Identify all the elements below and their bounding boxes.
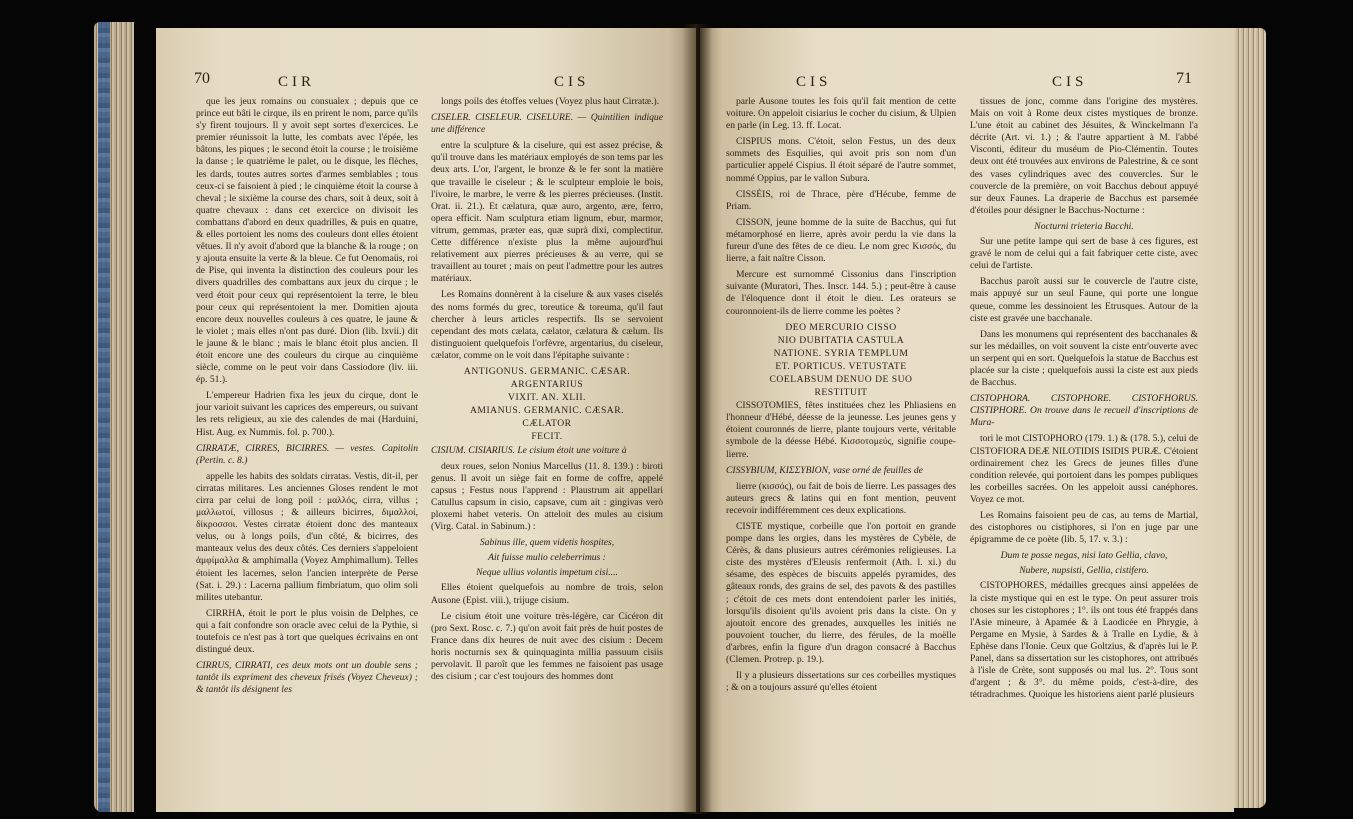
paragraph: Il y a plusieurs dissertations sur ces corbeilles mystiques ; & on a toujours assuré qu'elles étoient (726, 670, 956, 694)
left-running-head-2: CIS (554, 74, 590, 90)
cissybium-intro: vase orné de feuilles de (832, 464, 923, 476)
inscription-line: NATIONE. SYRIA TEMPLUM (773, 347, 909, 359)
paragraph: entre la sculpture & la ciselure, qui est assez précise, & qu'il trouve dans les matériaux employés de son tems par les deux arts. L'or, l'argent, le bronze & le fer sont la matière que travaille le ciseleur ; & le sculpteur emploie le bois, l'ivoire, le marbre, le verre & les pierres précieuses. (Instit. Orat. ii. 21.). Et cælatura, quæ auro, argento, ære, ferro, opera efficit. Nam sculptura etiam lignum, ebur, marmor, vitrum, gemmas, præter eas, quæ suprà dixi, complectitur. Cette différence n'existe plus la même aujourd'hui relativement aux pierres précieuses & au verre, qui se travaillent au touret ; mais on peut l'admettre pour les autres matériaux. (431, 140, 663, 285)
left-page-number: 70 (194, 70, 210, 87)
paragraph: CISSON, jeune homme de la suite de Bacchus, qui fut métamorphosé en lierre, après avoir perdu la vie dans la fureur d'une des fêtes de ce dieu. Le nom grec Κισσός, du lierre, a fait naître Cisson. (726, 216, 956, 265)
cirrus-heading: CIRRUS, CIRRATI, (196, 660, 273, 672)
inscription-line: FECIT. (531, 431, 563, 443)
blue-edge (98, 22, 110, 812)
paragraph: CISSOTOMIES, fêtes instituées chez les Phliasiens en l'honneur d'Hébé, déesse de la jeunesse. Les jeunes gens y étoient couronnés de lierre, plante toujours verte, véritable symbole de la déesse Hébé. Κισσοτομεύς, signifie coupe-lierre. (726, 400, 956, 460)
paragraph: Sur une petite lampe qui sert de base à ces figures, est gravé le nom de celui qui a fait fabriquer cette ciste, avec celui de l'artiste. (970, 236, 1198, 272)
paragraph: parle Ausone toutes les fois qu'il fait mention de cette voiture. On appeloit cisiarius le cocher du cisium, & Ulpien en parle (in Leg. 13. ff. Locat. (726, 96, 956, 132)
verse-line: Nubere, nupsisti, Gellia, cistifero. (1019, 565, 1149, 577)
paragraph: que les jeux romains ou consualex ; depuis que ce prince eut bâti le cirque, ils en prirent le nom, parce qu'ils s'y firent toujours. Il y avoit sept sortes d'exercices. Le premier réunissoit la lutte, les combats avec l'épée, les bâtons, les piques ; le second étoit la course ; le troisième la danse ; le quatrième le palet, ou le disque, les flèches, les dards, toutes autres sortes d'armes semblables ; tous ceux-ci se faisoient à pied ; le cinquième étoit la course à cheval ; le sixième la course des chars, soit à deux, soit à quatre chevaux : dans cet exercice on divisoit les combattans d'abord en deux quadrilles, & puis en quatre, & elles portoient les noms des couleurs dont elles étoient vêtues. Il n'y avoit d'abord que la blanche & la rouge ; on y ajouta ensuite la verte & la bleue. Ce fut Oenomaüs, roi de Pise, qui inventa la distinction des couleurs pour les divers quadrilles des combattans aux jeux du cirque ; le verd étoit pour ceux qui représentoient la terre, le bleu pour ceux qui représentoient la mer. Domitien ajouta encore deux nouvelles couleurs à ces quatre, le jaune & le violet ; mais elles n'ont pas duré. Dion (lib. lxvii.) dit le jaune & le blanc ; mais le blanc étoit plus ancien. Il étoit encore une des couleurs du cirque au cinquième siècle, comme on le peut voir dans Cassiodore (liv. iii. ép. 51.). (196, 96, 418, 386)
entry-heading (970, 393, 1198, 429)
entry-heading: CISELER. CISELEUR. CISELURE. — Quintilien indique une différence (431, 112, 663, 136)
inscription-line: COELABSUM DENUO DE SUO (769, 373, 913, 385)
paragraph: CIRRHA, étoit le port le plus voisin de Delphes, ce qui a fait confondre son oracle avec celui de la Pythie, si toutefois ce n'est pas à tort que quelques écrivains en ont distingué deux. (196, 607, 418, 656)
paragraph: CISPIUS mons. C'étoit, selon Festus, un des deux sommets des Esquilies, qui avoit pris son nom d'un particulier appelé Cispius. Il étoit séparé de l'autre sommet, nommé Oppius, par le vallon Subura. (726, 136, 956, 184)
paragraph: Les Romains faisoient peu de cas, au tems de Martial, des cistophores ou cistiphores, si l'on en juge par une épigramme de ce poète (lib. 5, 17. v. 3.) : (970, 510, 1198, 546)
paragraph: Les Romains donnèrent à la ciselure & aux vases ciselés des noms formés du grec, toreutice & toreuma, qu'il faut chercher à leurs articles respectifs. Ils se servoient cependant des mots cælata, cælator, cælatura & cælum. Ils distinguoient quelquefois l'orfèvre, argentarius, du ciseleur, cælator, comme on le voit dans l'épitaphe suivante : (431, 289, 663, 361)
inscription-line: NIO DUBITATIA CASTULA (777, 334, 905, 346)
cirrus-text: ces deux mots ont un double sens ; tantôt ils expriment des cheveux frisés (Voyez Cheveux) ; & tantôt ils désignent les (196, 660, 418, 696)
right-page (700, 28, 1234, 812)
entry-heading (431, 445, 663, 457)
inscription-line: VIXIT. AN. XLII. (508, 392, 586, 404)
paragraph: L'empereur Hadrien fixa les jeux du cirque, dont le jour varioit suivant les caprices des empereurs, ou suivant les rets religieux, au xie des calendes de mai (Harduini, Hist. Aug. ex Nummis. fol. p. 700.). (196, 390, 418, 438)
right-column-1 (726, 96, 956, 698)
paragraph: Le cisium étoit une voiture très-légère, car Cicéron dit (pro Sext. Rosc. c. 7.) qu'on avoit fait près de huit postes de France dans dix heures de nuit avec des cisium : Decem horis nocturnis sex & quinquaginta millia passuum cisiis pervolavit. Il paroît que les femmes ne faisoient pas usage des cisium ; car c'est toujours des hommes dont (431, 610, 663, 683)
cisium-intro: Le cisium étoit une voiture à (517, 444, 627, 456)
paragraph: Mercure est surnommé Cissonius dans l'inscription suivante (Muratori, Thes. Inscr. 144. 5.) ; peut-être à cause de l'éloquence dont il étoit le dieu. Les orateurs se couronnoient-ils de lierre comme les poètes ? (726, 269, 956, 317)
paragraph: deux roues, selon Nonius Marcellus (11. 8. 139.) : birotì genus. Il avoit un siège fait en forme de coffre, appelé capsus ; Festus nous l'apprend : Plaustrum ait appellari Catullus capsum in cisio, capsave, cum ait : gingivas verò ploxemi habet veteris. On atteloit des mules au cisium (Virg. Catal. in Sabinum.) : (431, 460, 663, 533)
inscription-line: RESTITUIT (814, 387, 868, 399)
entry-heading (726, 465, 956, 477)
paragraph: lierre (κισσός), ou fait de bois de lierre. Les passages des auteurs grecs & latins qui en font mention, peuvent recevoir indifféremment ces deux explications. (726, 480, 956, 516)
entry-heading (196, 660, 418, 696)
paragraph: CISSÉIS, roi de Thrace, père d'Hécube, femme de Priam. (726, 188, 956, 212)
cirratae-ref: vestes. Capitolin (Pertin. c. 8.) (196, 442, 419, 466)
inscription-line: ET. PORTICUS. VETUSTATE (775, 360, 907, 372)
left-running-head: CIR (278, 74, 316, 90)
paragraph: tissues de jonc, comme dans l'origine des mystères. Mais on voit à Rome deux cistes mystiques de bronze. L'une étoit au cabinet des Jésuites, & Winckelmann l'a décrite (Art. vi. 1.) ; & l'autre appartient à M. l'abbé Visconti, éditeur du muséum de Pio-Clémentin. Toutes deux ont été trouvées aux environs de Palestrine, & ce sont des vases cylindriques avec des couvercles. Sur le couvercle de la première, on voit Bacchus debout appuyé sur deux Faunes. La draperie de Bacchus est parsemée d'étoiles pour désigner le Bacchus-Nocturne : (970, 96, 1198, 216)
inscription-line: ARGENTARIUS (510, 379, 584, 391)
paragraph: longs poils des étoffes velues (Voyez plus haut Cirratæ.). (441, 96, 660, 107)
paragraph: Bacchus paroît aussi sur le couvercle de l'autre ciste, mais appuyé sur un seul Faune, qui porte une longue queue, comme les dessinoient les Etrusques. Autour de la ciste est gravée une bacchanale. (970, 276, 1198, 324)
right-page-number: 71 (1176, 70, 1192, 87)
verse-line: Sabinus ille, quem videtis hospites, (479, 537, 615, 549)
right-running-head: CIS (1052, 74, 1088, 90)
left-page-edges (94, 22, 134, 812)
left-page (156, 28, 696, 812)
inscription-line: ANTIGONUS. GERMANIC. CÆSAR. (463, 365, 631, 377)
paragraph: Elles étoient quelquefois au nombre de trois, selon Ausone (Epist. viii.), trijuge cisium. (431, 582, 663, 606)
left-column-2 (431, 96, 663, 687)
inscription-line: DEO MERCURIO CISSO (785, 321, 897, 333)
cistophora-note: On trouve dans le recueil d'inscriptions de Mura- (970, 405, 1198, 429)
paragraph: Dans les monumens qui représentent des bacchanales & sur les médailles, on voit souvent la ciste entr'ouverte avec un serpent qui en sort. Quelquefois la statue de Bacchus est placée sur la ciste ; quelquefois aussi la ciste est aux pieds de Bacchus. (970, 328, 1198, 389)
book-gutter (682, 24, 712, 814)
entry-heading: CIRRATÆ, CIRRES, BICIRRES. — vestes. Capitolin (Pertin. c. 8.) (196, 442, 419, 466)
paragraph: tori le mot CISTOPHORO (179. 1.) & (178. 5.), celui de CISTOFIORA DEÆ NILOTIDIS ISIDIS PURÆ. C'étoient ordinairement chez les Grecs de jeunes filles d'une condition relevée, qui portoient dans les pompes publiques les corbeilles sacrées. On les appeloit aussi canéphores. Voyez ce mot. (970, 433, 1198, 505)
ciseler-note: Quintilien indique une différence (431, 112, 663, 136)
right-running-head-1: CIS (796, 74, 832, 90)
left-column-1 (196, 96, 418, 701)
ciseler-heading: CISELER. CISELEUR. CISELURE. (431, 112, 574, 124)
inscription-line: AMIANUS. GERMANIC. CÆSAR. (469, 405, 625, 417)
paragraph: appelle les habits des soldats cirratas. Vestis, dit-il, per cirratas militares. Les anciennes Gloses rendent le mot cirra par celui de long poil : μαλλός, cirra, villus ; μαλλωτοί, villosus ; & ailleurs bicirres, διμαλλοί, δίκροσσοι. Vestes cirratæ étoient donc des manteaux velus, ou à longs poils, d'un côté, & bicirres, des manteaux velus des deux côtés. Ces derniers s'appeloient ἀμφίμαλλα & amphimalla (Voyez Amphimallum). Telles étoient les lacernes, selon l'ancien interprète de Perse (Sat. i. 29.) : Lacerna pallium fimbriatum, quo olim soli milites utebantur. (196, 470, 418, 603)
verse-line: Neque ullius volantis impetum cisi.... (476, 567, 618, 579)
cisium-heading: CISIUM. CISIARIUS. (431, 444, 515, 456)
cirratae-heading: CIRRATÆ, CIRRES, BICIRRES. (196, 442, 330, 454)
verse-line: Ait fuisse mulio celeberrimus : (488, 552, 606, 564)
cissybium-heading: CISSYBIUM, ΚΙΣΣΥΒΙΟΝ, (726, 464, 831, 476)
cistophora-heading: CISTOPHORA. CISTOPHORE. CISTOFHORUS. CISTIPHORE. (970, 393, 1198, 417)
right-column-2 (970, 96, 1198, 705)
motto: Nocturni trieteria Bacchi. (1034, 220, 1134, 232)
inscription-line: CÆLATOR (522, 418, 572, 430)
paragraph: CISTOPHORES, médailles grecques ainsi appelées de la ciste mystique qui en est le type. On peut assurer trois choses sur les cistophores ; 1°. ils ont tous été frappés dans l'Asie mineure, à Apamée & à Laodicée en Phrygie, à Pergame en Mysie, à Sardes & à Tralle en Lydie, & à Ephèse dans l'Ionie. Ceux que Goltzius, & d'après lui le P. Panel, dans sa dissertation sur les cistophores, ont attribués à l'isle de Crète, sont supposés ou mal lus. 2°. Tous sont d'argent ; & 3°. du même poids, c'est-à-dire, des tétradrachmes. Quoique les historiens aient parlé plusieurs (970, 580, 1198, 701)
open-book (96, 10, 1266, 816)
verse-line: Dum te posse negas, nisi lato Gellia, clavo, (1000, 550, 1168, 562)
paragraph: CISTE mystique, corbeille que l'on portoit en grande pompe dans les orgies, dans les mystères de Cybèle, de Cérès, & dans plusieurs autres cérémonies religieuses. La ciste des mystères d'Eleusis renfermoit (Ath. l. xi.) du sésame, des espèces de biscuits appelés pyramides, des gâteaux ronds, des grains de sel, des pavots & des pastilles ; c'étoit de ces mets dont entendoient parler les initiés, lorsqu'ils disoient qu'ils avoient pris dans la ciste. On y ajoutoit encore des grenades, auxquelles les initiés ne pouvoient toucher, du lierre, des férules, de la moëlle d'arbres, enfin la figure d'un dragon consacré à Bacchus (Clemen. Protrep. p. 19.). (726, 521, 956, 666)
